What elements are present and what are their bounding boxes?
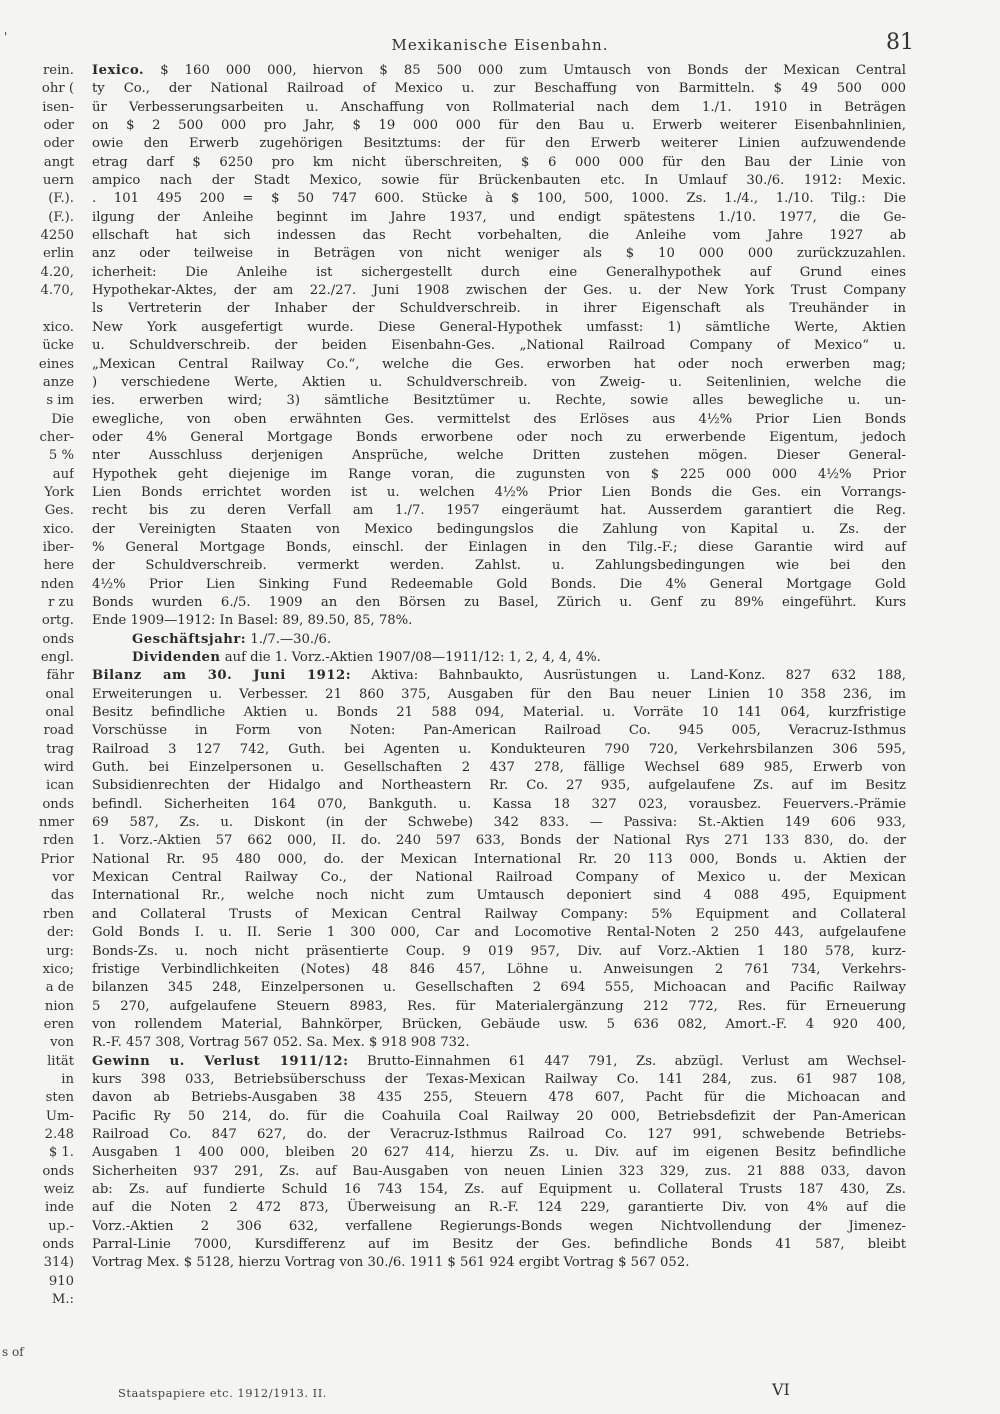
margin-fragment: road <box>43 723 74 739</box>
line-text: Bonds wurden 6./5. 1909 an den Börsen zu Basel, Zürich u. Genf zu 89% eingeführt. Kurs <box>92 594 906 610</box>
margin-fragment: von <box>50 1035 74 1051</box>
text-line <box>92 1236 906 1254</box>
text-line <box>92 906 906 924</box>
text-line <box>92 190 906 208</box>
margin-fragment: oder <box>43 136 74 152</box>
margin-fragment: (F.). <box>48 191 74 207</box>
text-line <box>92 484 906 502</box>
text-line <box>132 649 906 667</box>
margin-fragment: onds <box>42 796 74 812</box>
text-line <box>92 1016 906 1034</box>
text-line <box>92 1163 906 1181</box>
text-line <box>92 117 906 135</box>
line-text: Pacific Ry 50 214, do. für die Coahuila Coal Railway 20 000, Betriebsdefizit der Pan-American <box>92 1108 906 1124</box>
text-line <box>92 796 906 814</box>
line-text: National Rr. 95 480 000, do. der Mexican International Rr. 20 113 000, Bonds u. Aktien der <box>92 851 906 867</box>
line-text: ampico nach der Stadt Mexico, sowie für Brückenbauten etc. In Umlauf 30./6. 1912: Mexic. <box>92 173 906 189</box>
text-line <box>92 319 906 337</box>
margin-fragment: erlin <box>42 246 74 262</box>
margin-fragment: das <box>50 888 74 904</box>
line-text: Besitz befindliche Aktien u. Bonds 21 588 094, Material. u. Vorräte 10 141 064, kurzfristige <box>92 705 906 721</box>
margin-fragment: Ges. <box>44 503 74 519</box>
text-line <box>92 814 906 832</box>
paragraph-fiscal-year <box>92 631 906 649</box>
margin-fragment: rden <box>42 833 74 849</box>
text-line <box>92 704 906 722</box>
line-text: Erweiterungen u. Verbesser. 21 860 375, Ausgaben für den Bau neuer Linien 10 358 236, im <box>92 686 906 702</box>
margin-fragment: lität <box>47 1053 74 1069</box>
text-line <box>92 832 906 850</box>
text-line <box>92 869 906 887</box>
line-text: R.-F. 457 308, Vortrag 567 052. Sa. Mex. $ 918 908 732. <box>92 1035 470 1051</box>
text-line <box>92 924 906 942</box>
text-line <box>92 209 906 227</box>
text-line <box>92 777 906 795</box>
text-line <box>92 576 906 594</box>
text-line <box>92 1108 906 1126</box>
line-text: etrag darf $ 6250 pro km nicht überschreiten, $ 6 000 000 für den Bau der Linie von <box>92 154 906 170</box>
line-text: „Mexican Central Railway Co.“, welche die Ges. erworben hat oder noch erwerben mag; <box>92 356 906 372</box>
text-line <box>92 245 906 263</box>
text-line <box>92 356 906 374</box>
line-text: % General Mortgage Bonds, einschl. der Einlagen in den Tilg.-F.; diese Garantie wird auf <box>92 539 906 555</box>
line-text: Railroad 3 127 742, Guth. bei Agenten u. Kondukteuren 790 720, Verkehrsbilanzen 306 595, <box>92 741 906 757</box>
margin-fragment: York <box>44 484 74 500</box>
line-text: Brutto-Einnahmen 61 447 791, Zs. abzügl. Verlust am Wechsel- <box>348 1053 906 1069</box>
line-text: Subsidienrechten der Hidalgo and Northeastern Rr. Co. 27 935, aufgelaufene Zs. auf im Besitz <box>92 778 906 794</box>
margin-fragment: a de <box>45 980 74 996</box>
margin-fragment: r zu <box>48 594 74 610</box>
text-line <box>92 135 906 153</box>
line-text: ilgung der Anleihe beginnt im Jahre 1937, und endigt spätestens 1./10. 1977, die Ge- <box>92 209 906 225</box>
line-text: owie den Erwerb zugehörigen Besitztums: der für den Erwerb weiterer Linien aufzuwendende <box>92 136 906 152</box>
line-text: Vorschüsse in Form von Noten: Pan-American Railroad Co. 945 005, Veracruz-Isthmus <box>92 723 906 739</box>
text-line <box>92 374 906 392</box>
line-text: oder 4% General Mortgage Bonds erworbene oder noch zu erwerbende Eigentum, jedoch <box>92 429 906 445</box>
text-line <box>92 759 906 777</box>
line-text: auf die 1. Vorz.-Aktien 1907/08—1911/12: 1, 2, 4, 4, 4%. <box>220 650 601 665</box>
margin-fragment: nden <box>40 576 74 592</box>
margin-fragment: nmer <box>38 815 74 831</box>
margin-fragment: trag <box>46 741 74 757</box>
margin-fragment: 4.20, <box>40 264 74 280</box>
margin-fragment: here <box>43 558 74 574</box>
line-text: Bonds-Zs. u. noch nicht präsentierte Coup. 9 019 957, Div. auf Vorz.-Aktien 1 180 578, kurz- <box>92 943 906 959</box>
margin-fragment: isen- <box>42 99 74 115</box>
text-line <box>92 1254 906 1272</box>
line-text: Ende 1909—1912: In Basel: 89, 89.50, 85, 78%. <box>92 613 413 629</box>
text-line <box>92 1126 906 1144</box>
running-header: Mexikanische Eisenbahn. <box>391 36 609 54</box>
margin-fragment: weiz <box>43 1181 74 1197</box>
margin-fragment: up.- <box>48 1218 74 1234</box>
line-text: Ausgaben 1 400 000, bleiben 20 627 414, hierzu Zs. u. Div. auf im eigenen Besitz befindliche <box>92 1145 906 1161</box>
line-text: der Vereinigten Staaten von Mexico bedingungslos die Zahlung von Kapital u. Zs. der <box>92 521 906 537</box>
line-text: Gold Bonds I. u. II. Serie 1 300 000, Car and Locomotive Rental-Noten 2 250 443, aufgelaufene <box>92 925 906 941</box>
margin-fragment: in <box>61 1071 74 1087</box>
margin-fragment: iber- <box>42 539 74 555</box>
margin-fragment: eines <box>38 356 74 372</box>
margin-fragment: uern <box>42 173 74 189</box>
margin-fragment <box>0 300 74 318</box>
text-line <box>92 722 906 740</box>
text-line <box>92 851 906 869</box>
margin-fragment: nion <box>44 998 74 1014</box>
line-text: von rollendem Material, Bahnkörper, Brücken, Gebäude usw. 5 636 082, Amort.-F. 4 920 400, <box>92 1016 906 1032</box>
text-line <box>92 282 906 300</box>
section-heading: Iexico. <box>92 63 145 78</box>
margin-fragment: (F.). <box>48 209 74 225</box>
text-line <box>92 979 906 997</box>
line-text: ür Verbesserungsarbeiten u. Anschaffung von Rollmaterial nach dem 1./1. 1910 in Beträgen <box>92 99 906 115</box>
paragraph-dividends <box>92 649 906 667</box>
text-line <box>92 998 906 1016</box>
text-line <box>92 411 906 429</box>
stray-margin-text: s of <box>2 1345 24 1359</box>
line-text: der Schuldverschreib. vermerkt werden. Zahlst. u. Zahlungsbedingungen wie bei den <box>92 558 906 574</box>
text-line <box>92 521 906 539</box>
margin-fragment: 2.48 <box>44 1126 74 1142</box>
text-line <box>92 80 906 98</box>
line-text: Hypothek geht diejenige im Range voran, die zugunsten von $ 225 000 000 4½% Prior <box>92 466 906 482</box>
line-text: fristige Verbindlichkeiten (Notes) 48 846 457, Löhne u. Anweisungen 2 761 734, Verkehrs- <box>92 961 906 977</box>
margin-fragment: urg: <box>46 943 74 959</box>
text-line <box>92 686 906 704</box>
margin-fragment: vor <box>52 870 74 886</box>
line-text: Vorz.-Aktien 2 306 632, verfallene Regierungs-Bonds wegen Nichtvollendung der Jimenez- <box>92 1218 906 1234</box>
line-text: Vortrag Mex. $ 5128, hierzu Vortrag von 30./6. 1911 $ 561 924 ergibt Vortrag $ 567 052. <box>92 1255 690 1271</box>
line-text: anz oder teilweise in Beträgen von nicht weniger als $ 10 000 000 zurückzuzahlen. <box>92 246 906 262</box>
line-text: ty Co., der National Railroad of Mexico u. zur Beschaffung von Barmitteln. $ 49 500 000 <box>92 81 906 97</box>
text-line <box>92 741 906 759</box>
line-text: . 101 495 200 = $ 50 747 600. Stücke à $ 100, 500, 1000. Zs. 1./4., 1./10. Tilg.: Die <box>92 191 906 207</box>
margin-fragment: cher- <box>39 429 74 445</box>
footer-signature: Staatspapiere etc. 1912/1913. II. <box>118 1386 327 1400</box>
line-text: 69 587, Zs. u. Diskont (in der Schwebe) 342 833. — Passiva: St.-Aktien 149 606 933, <box>92 815 906 831</box>
text-line <box>92 943 906 961</box>
text-line <box>92 1199 906 1217</box>
margin-fragment: $ 1. <box>48 1145 74 1161</box>
line-text: icherheit: Die Anleihe ist sichergestellt durch eine Generalhypothek auf Grund eines <box>92 264 906 280</box>
line-text: Guth. bei Einzelpersonen u. Gesellschaften 2 437 278, fällige Wechsel 689 985, Erwerb von <box>92 760 906 776</box>
line-text: 1./7.—30./6. <box>246 631 332 647</box>
margin-fragment: engl. <box>40 650 74 665</box>
section-heading: Bilanz am 30. Juni 1912: <box>92 668 352 684</box>
text-line <box>92 1218 906 1236</box>
text-line <box>92 1181 906 1199</box>
line-text: ) verschiedene Werte, Aktien u. Schuldverschreib. von Zweig- u. Seitenlinien, welche die <box>92 374 906 390</box>
footer-sheet-mark: VI <box>772 1380 790 1399</box>
text-line <box>92 264 906 282</box>
margin-fragment: onal <box>45 686 74 702</box>
line-text: and Collateral Trusts of Mexican Central Railway Company: 5% Equipment and Collateral <box>92 906 906 922</box>
section-heading: Dividenden <box>132 650 221 665</box>
line-text: 4½% Prior Lien Sinking Fund Redeemable Gold Bonds. Die 4% General Mortgage Gold <box>92 576 906 592</box>
text-line <box>92 62 906 80</box>
margin-fragment: fähr <box>46 668 74 684</box>
margin-fragment: ohr ( <box>41 81 74 97</box>
text-line <box>92 1144 906 1162</box>
line-text: recht bis zu deren Verfall am 1./7. 1957 eingeräumt hat. Ausserdem garantiert die Reg. <box>92 503 906 519</box>
line-text: ab: Zs. auf fundierte Schuld 16 743 154, Zs. auf Equipment u. Collateral Trusts 187 430, Zs. <box>92 1181 906 1197</box>
margin-fragment: ücke <box>42 338 74 354</box>
line-text: kurs 398 033, Betriebsüberschuss der Texas-Mexican Railway Co. 141 284, zus. 61 987 108, <box>92 1071 906 1087</box>
margin-fragment: auf <box>52 466 74 482</box>
paragraph-loan-details <box>92 62 906 631</box>
text-line <box>92 612 906 630</box>
margin-fragment: sten <box>45 1090 74 1106</box>
margin-fragment: 910 <box>48 1273 74 1289</box>
top-left-mark: ' <box>4 30 8 44</box>
text-line <box>92 1089 906 1107</box>
text-line <box>92 557 906 575</box>
line-text: davon ab Betriebs-Ausgaben 38 435 255, Steuern 478 607, Pacht für die Michoacan and <box>92 1090 906 1106</box>
margin-fragment: xico; <box>42 961 74 977</box>
line-text: Railroad Co. 847 627, do. der Veracruz-Isthmus Railroad Co. 127 991, schwebende Betriebs- <box>92 1126 906 1142</box>
line-text: Lien Bonds errichtet worden ist u. welchen 4½% Prior Lien Bonds die Ges. ein Vorrangs- <box>92 484 906 500</box>
line-text: ewegliche, von oben erwähnten Ges. vermittelst des Erlöses aus 4½% Prior Lien Bonds <box>92 411 906 427</box>
text-line <box>92 502 906 520</box>
text-line <box>92 154 906 172</box>
text-line <box>92 99 906 117</box>
line-text: nter Ausschluss derjenigen Ansprüche, welche Dritten zustehen mögen. Dieser General- <box>92 448 906 464</box>
margin-fragment: oder <box>43 118 74 134</box>
paragraph-balance-sheet <box>92 667 906 1052</box>
margin-fragment: Um- <box>45 1108 74 1124</box>
line-text: 5 270, aufgelaufene Steuern 8983, Res. für Materialergänzung 212 772, Res. für Erneuerung <box>92 998 906 1014</box>
paragraph-profit-loss <box>92 1053 906 1273</box>
main-text-column <box>92 62 906 1273</box>
margin-fragment: xico. <box>43 319 74 335</box>
text-line <box>92 1034 906 1052</box>
line-text: $ 160 000 000, hiervon $ 85 500 000 zum Umtausch von Bonds der Mexican Central <box>144 63 906 78</box>
margin-fragment: onds <box>42 1237 74 1252</box>
line-text: u. Schuldverschreib. der beiden Eisenbahn-Ges. „National Railroad Company of Mexico“ u. <box>92 338 906 354</box>
left-margin-fragments <box>0 62 74 1362</box>
margin-fragment: onds <box>42 631 74 647</box>
text-line <box>92 172 906 190</box>
line-text: 1. Vorz.-Aktien 57 662 000, II. do. 240 597 633, Bonds der National Rys 271 133 830, do. der <box>92 833 906 849</box>
line-text: bilanzen 345 248, Einzelpersonen u. Gesellschaften 2 694 555, Michoacan and Pacific Railway <box>92 980 906 996</box>
margin-fragment: xico. <box>43 521 74 537</box>
text-line <box>92 392 906 410</box>
text-line <box>92 887 906 905</box>
text-line <box>92 594 906 612</box>
line-text: ies. erwerben wird; 3) sämtliche Besitztümer u. Rechte, sowie alles bewegliche u. un- <box>92 393 906 409</box>
text-line <box>132 631 906 649</box>
margin-fragment: angt <box>43 154 74 170</box>
line-text: ellschaft hat sich indessen das Recht vorbehalten, die Anleihe vom Jahre 1927 ab <box>92 228 906 244</box>
margin-fragment: ican <box>46 778 74 794</box>
line-text: ls Vertreterin der Inhaber der Schuldverschreib. in ihrer Eigenschaft als Treuhänder in <box>92 301 906 317</box>
page-number: 81 <box>886 30 914 55</box>
text-line <box>92 447 906 465</box>
margin-fragment: 314) <box>43 1255 74 1271</box>
margin-fragment: inde <box>45 1200 74 1216</box>
margin-fragment: s im <box>46 393 74 409</box>
margin-fragment: anze <box>42 374 74 390</box>
text-line <box>92 337 906 355</box>
text-line <box>92 539 906 557</box>
line-text: International Rr., welche noch nicht zum Umtausch deponiert sind 4 088 495, Equipment <box>92 888 906 904</box>
text-line <box>92 466 906 484</box>
text-line <box>92 961 906 979</box>
section-heading: Geschäftsjahr: <box>132 631 247 647</box>
margin-fragment: eren <box>43 1016 74 1032</box>
line-text: Aktiva: Bahnbaukto, Ausrüstungen u. Land-Konz. 827 632 188, <box>351 668 907 684</box>
margin-fragment: rein. <box>42 63 74 78</box>
section-heading: Gewinn u. Verlust 1911/12: <box>92 1053 349 1069</box>
margin-fragment: rben <box>42 906 74 922</box>
margin-fragment: Prior <box>40 851 74 867</box>
line-text: Parral-Linie 7000, Kursdifferenz auf im Besitz der Ges. befindliche Bonds 41 587, bleibt <box>92 1237 906 1252</box>
text-line <box>92 227 906 245</box>
text-line <box>92 1071 906 1089</box>
margin-fragment: 4.70, <box>40 283 74 299</box>
line-text: on $ 2 500 000 pro Jahr, $ 19 000 000 für den Bau u. Erwerb weiterer Eisenbahnlinien, <box>92 118 906 134</box>
text-line <box>92 300 906 318</box>
text-line <box>92 1053 906 1071</box>
margin-fragment: 4250 <box>40 228 74 244</box>
margin-fragment: 5 % <box>48 448 74 464</box>
margin-fragment: wird <box>43 760 74 776</box>
line-text: auf die Noten 2 472 873, Überweisung an R.-F. 124 229, garantierte Div. von 4% auf die <box>92 1200 906 1216</box>
text-line <box>92 429 906 447</box>
margin-fragment: onds <box>42 1163 74 1179</box>
line-text: Sicherheiten 937 291, Zs. auf Bau-Ausgaben von neuen Linien 323 329, zus. 21 888 033, davon <box>92 1163 906 1179</box>
margin-fragment: Die <box>51 411 74 427</box>
text-line <box>92 667 906 685</box>
line-text: New York ausgefertigt wurde. Diese General-Hypothek umfasst: 1) sämtliche Werte, Aktien <box>92 319 906 335</box>
margin-fragment: ortg. <box>41 613 74 629</box>
line-text: Hypothekar-Aktes, der am 22./27. Juni 1908 zwischen der Ges. u. der New York Trust Company <box>92 283 906 299</box>
margin-fragment: onal <box>45 705 74 721</box>
margin-fragment: M.: <box>51 1292 74 1308</box>
line-text: befindl. Sicherheiten 164 070, Bankguth. u. Kassa 18 327 023, vorausbez. Feuervers.-Prämie <box>92 796 906 812</box>
margin-fragment: der: <box>47 925 74 941</box>
line-text: Mexican Central Railway Co., der National Railroad Company of Mexico u. der Mexican <box>92 870 906 886</box>
